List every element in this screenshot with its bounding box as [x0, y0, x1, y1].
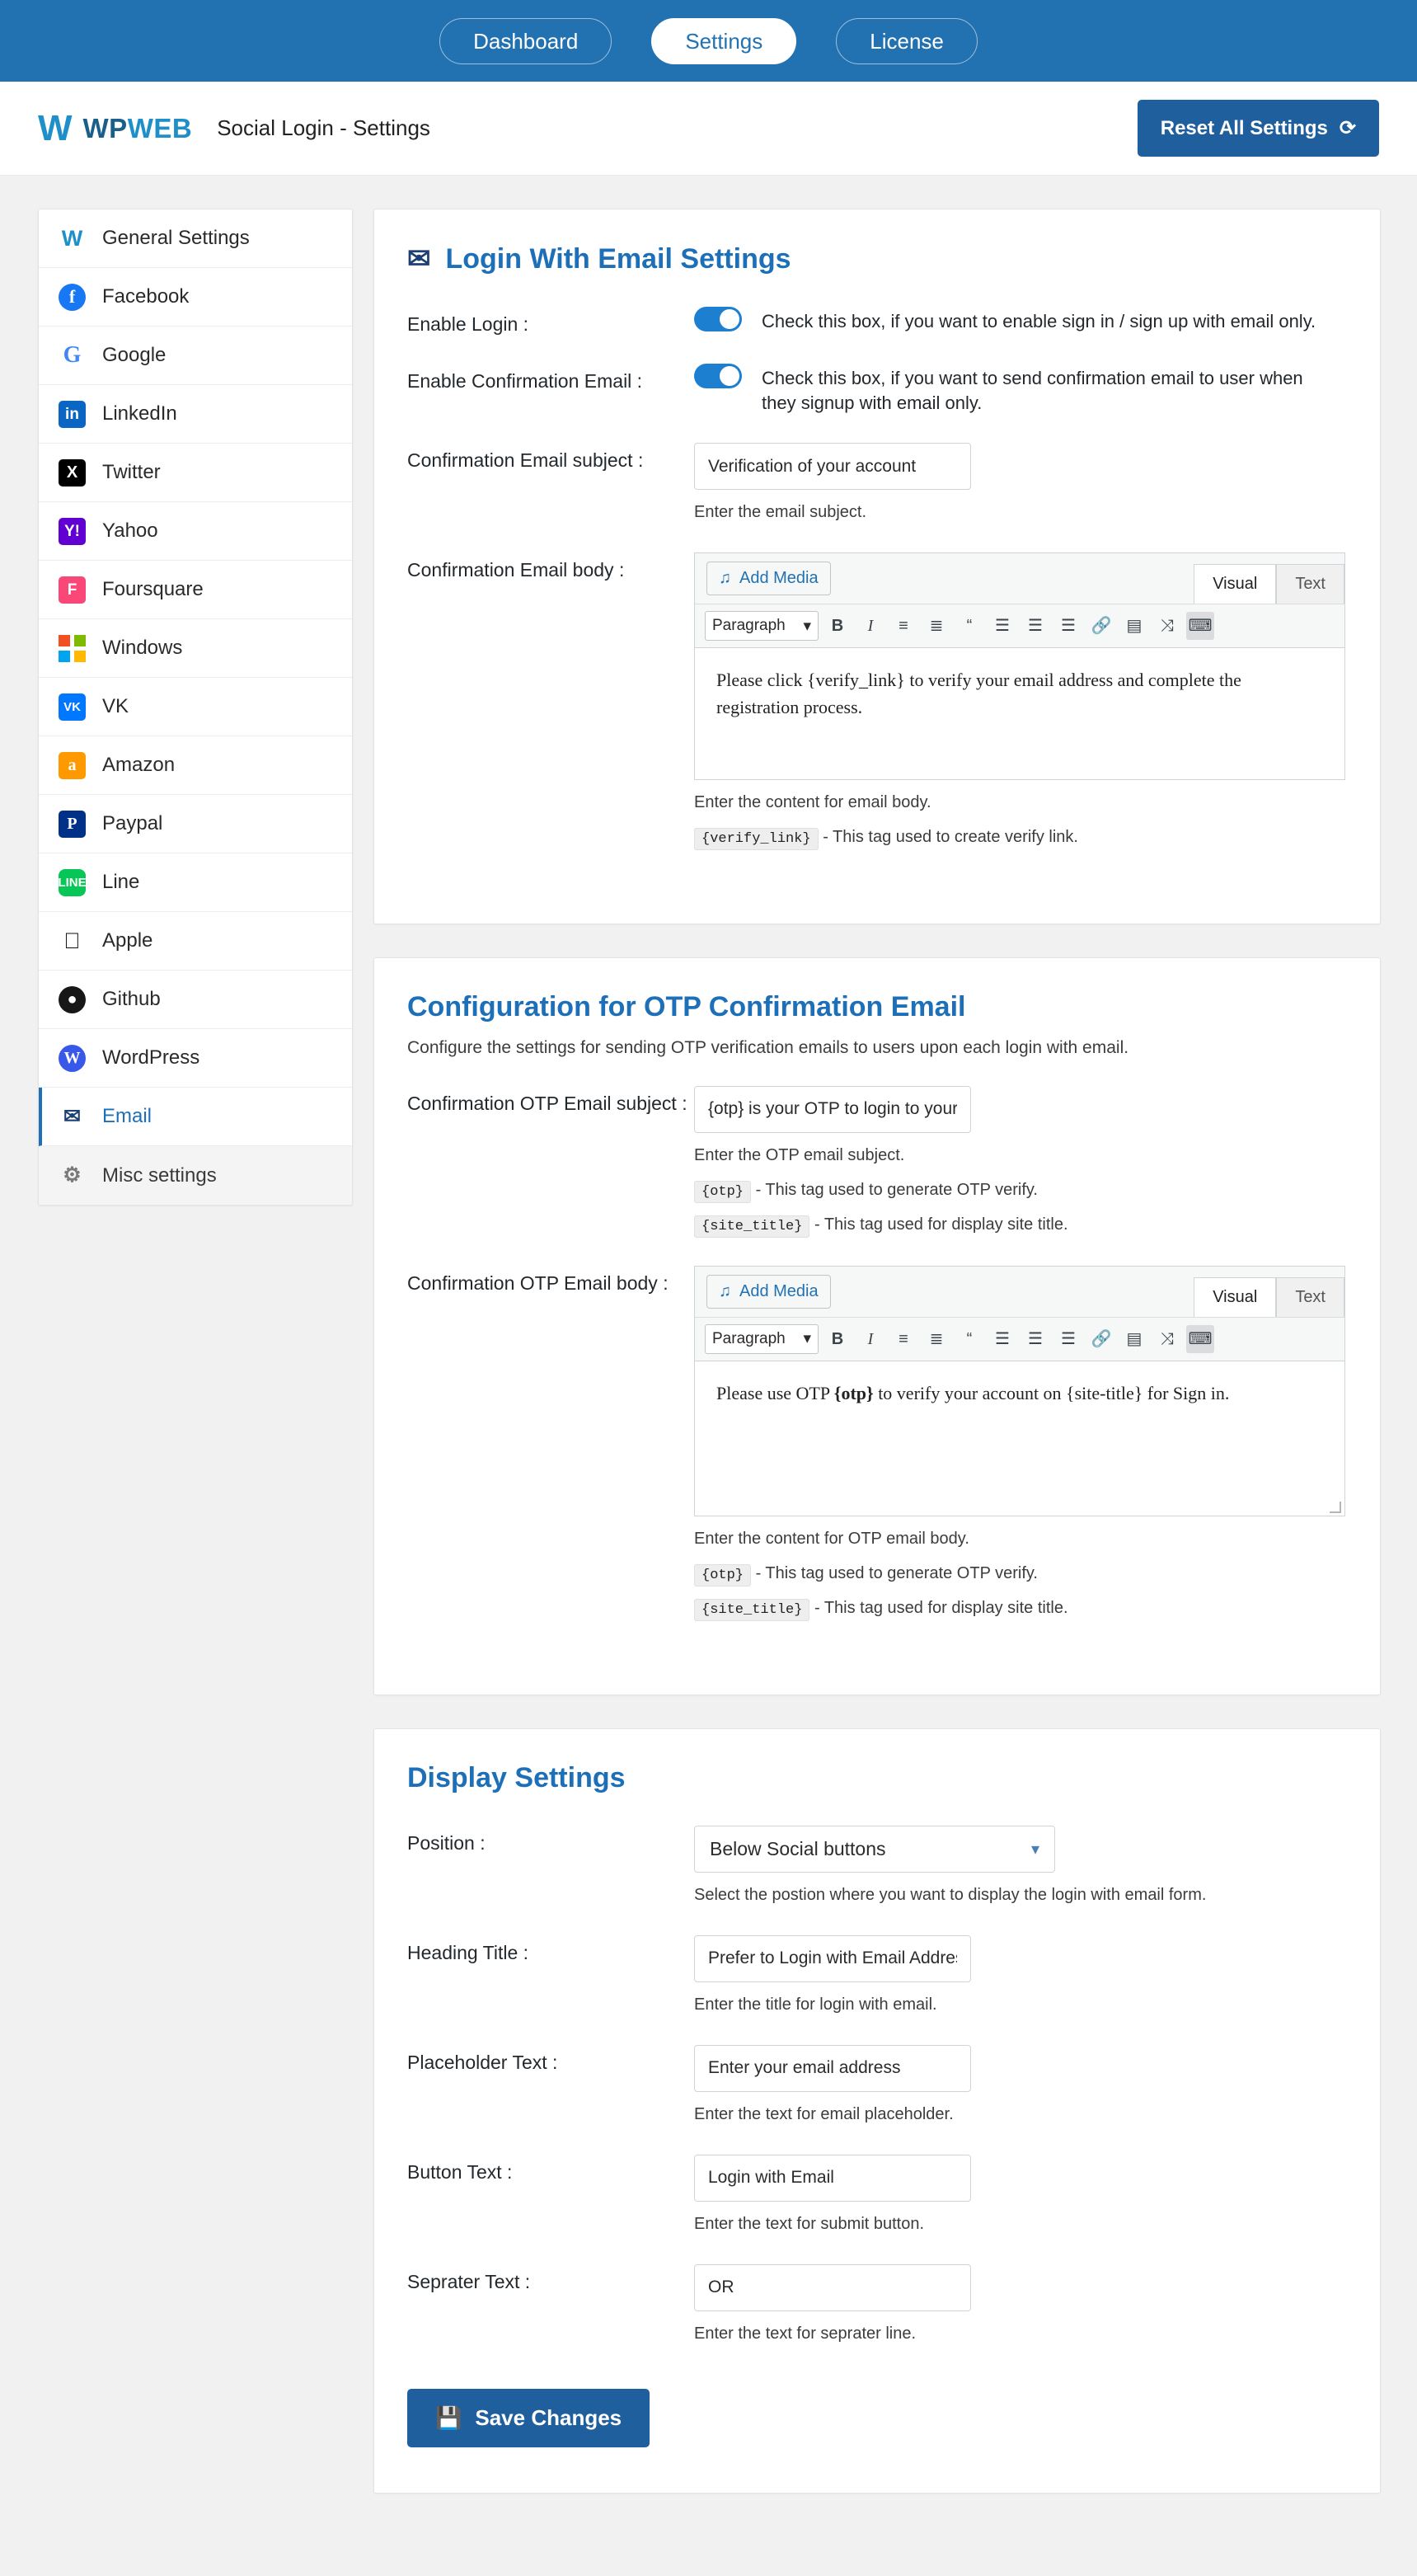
sidebar-item-label: General Settings — [102, 227, 250, 249]
sidebar-item-label: Email — [102, 1105, 152, 1127]
paragraph-format-select[interactable] — [705, 1324, 819, 1354]
sidebar-item-label: Misc settings — [102, 1163, 217, 1187]
card-title — [407, 242, 1337, 275]
sidebar-item-linkedin[interactable] — [39, 385, 352, 444]
gear-icon: ⚙ — [63, 1163, 82, 1187]
confirmation-email-body-tag-help — [694, 825, 1337, 850]
sidebar-item-twitter[interactable] — [39, 444, 352, 502]
sidebar-item-label: Facebook — [102, 285, 190, 308]
editor-top-bar — [694, 1266, 1345, 1317]
sidebar-item-google[interactable] — [39, 327, 352, 385]
heading-title-row — [407, 1935, 1337, 2017]
media-icon: ♫ — [719, 1281, 731, 1300]
placeholder-text-input[interactable] — [694, 2045, 971, 2092]
otp-tag-desc: - This tag used to generate OTP verify. — [755, 1563, 1038, 1582]
add-media-button[interactable] — [706, 1275, 831, 1309]
otp-body-text-post: to verify your account on {site-title} for Sign in. — [873, 1382, 1230, 1403]
resize-handle[interactable] — [1330, 1502, 1341, 1513]
read-more-icon[interactable]: ▤ — [1126, 617, 1143, 636]
amazon-icon: a — [59, 752, 86, 779]
paragraph-format-select[interactable] — [705, 611, 819, 641]
login-with-email-settings-card — [373, 209, 1381, 924]
align-center-icon[interactable]: ☰ — [1028, 1329, 1043, 1348]
sidebar-item-label: Google — [102, 344, 167, 366]
enable-login-help: Check this box, if you want to enable sign in / sign up with email only. — [762, 311, 1316, 331]
separator-text-control — [694, 2264, 1337, 2346]
reset-label: Reset All Settings — [1160, 116, 1328, 139]
sidebar-item-misc-settings[interactable] — [39, 1146, 352, 1205]
position-selected-value: Below Social buttons — [710, 1837, 886, 1859]
google-icon: G — [63, 342, 82, 368]
site-title-tag: {site_title} — [694, 1599, 809, 1621]
position-control — [694, 1826, 1337, 1907]
toggle-row — [694, 364, 1337, 415]
otp-confirmation-email-card — [373, 957, 1381, 1695]
line-icon: LINE — [59, 869, 86, 896]
button-text-label: Button Text : — [407, 2160, 513, 2183]
confirmation-email-subject-row — [407, 443, 1337, 524]
sidebar-item-paypal[interactable] — [39, 795, 352, 853]
nav-tab-dashboard[interactable]: Dashboard — [439, 18, 612, 64]
sidebar-item-label: Line — [102, 871, 140, 893]
display-settings-title: Display Settings — [407, 1761, 626, 1793]
format-label: Paragraph — [712, 1329, 786, 1347]
email-icon: ✉ — [407, 243, 431, 275]
align-left-icon[interactable]: ☰ — [995, 1329, 1010, 1348]
otp-body-tag1-help — [694, 1561, 1337, 1586]
apple-icon — [59, 928, 86, 955]
align-left-icon[interactable]: ☰ — [995, 617, 1010, 636]
heading-title-control — [694, 1935, 1337, 2017]
otp-tag: {otp} — [694, 1564, 751, 1586]
bold-icon[interactable]: B — [831, 617, 844, 636]
sidebar-item-wordpress[interactable] — [39, 1029, 352, 1088]
sidebar-item-label: VK — [102, 695, 129, 717]
button-text-control — [694, 2155, 1337, 2236]
editor-tabs — [1194, 564, 1344, 604]
link-icon[interactable]: 🔗 — [1091, 1329, 1112, 1348]
separator-text-row — [407, 2264, 1337, 2346]
align-center-icon[interactable]: ☰ — [1028, 617, 1043, 636]
placeholder-text-label: Placeholder Text : — [407, 2051, 558, 2073]
settings-main — [373, 209, 1381, 2527]
fullscreen-icon[interactable]: ⤨ — [1161, 1329, 1174, 1348]
editor-top-bar — [694, 552, 1345, 604]
github-icon: ● — [59, 986, 86, 1013]
fullscreen-icon[interactable]: ⤨ — [1161, 617, 1174, 636]
sidebar-item-windows[interactable] — [39, 619, 352, 678]
wordpress-icon: W — [59, 1045, 86, 1072]
otp-card-title: Configuration for OTP Confirmation Email — [407, 990, 966, 1022]
sidebar-item-amazon[interactable] — [39, 736, 352, 795]
sidebar-item-apple[interactable] — [39, 912, 352, 971]
site-title-tag-desc: - This tag used for display site title. — [814, 1215, 1068, 1234]
confirmation-email-subject-input[interactable] — [694, 443, 971, 490]
page-title: Social Login - Settings — [217, 115, 430, 140]
otp-subject-row — [407, 1086, 1337, 1238]
position-help: Select the postion where you want to display the login with email form. — [694, 1885, 1207, 1904]
italic-icon[interactable]: I — [867, 1329, 874, 1348]
site-title-tag-desc: - This tag used for display site title. — [814, 1599, 1068, 1618]
italic-icon[interactable]: I — [867, 617, 874, 636]
otp-subject-control — [694, 1086, 1337, 1238]
separator-text-help: Enter the text for seprater line. — [694, 2324, 917, 2343]
otp-body-textarea[interactable] — [694, 1361, 1345, 1516]
sidebar-item-foursquare[interactable] — [39, 561, 352, 619]
email-body-editor — [694, 552, 1345, 780]
editor-tabs — [1194, 1277, 1344, 1317]
windows-icon — [59, 635, 86, 662]
enable-login-toggle[interactable] — [694, 307, 742, 331]
placeholder-text-row — [407, 2045, 1337, 2127]
position-row — [407, 1826, 1337, 1907]
nav-tab-settings[interactable]: Settings — [651, 18, 796, 64]
enable-login-control — [694, 307, 1337, 334]
sidebar-item-yahoo[interactable] — [39, 502, 352, 561]
email-icon: ✉ — [63, 1104, 81, 1128]
sidebar-item-label: Foursquare — [102, 578, 204, 600]
enable-login-label: Enable Login : — [407, 313, 529, 335]
otp-subject-help: Enter the OTP email subject. — [694, 1145, 905, 1164]
blockquote-icon[interactable]: “ — [966, 1329, 973, 1348]
save-changes-label: Save Changes — [475, 2404, 622, 2430]
numbered-list-icon[interactable]: ≣ — [929, 1329, 944, 1348]
site-title-tag: {site_title} — [694, 1215, 809, 1238]
position-label: Position : — [407, 1831, 486, 1854]
bulleted-list-icon[interactable]: ≡ — [899, 1329, 908, 1348]
sidebar-item-label: Github — [102, 988, 161, 1010]
blockquote-icon[interactable]: “ — [966, 617, 973, 636]
bulleted-list-icon[interactable]: ≡ — [899, 617, 908, 636]
editor-toolbar — [694, 604, 1345, 648]
otp-subject-tag2-help — [694, 1212, 1337, 1238]
vk-icon: VK — [59, 693, 86, 721]
otp-card-subtitle: Configure the settings for sending OTP verification emails to users upon each login with email. — [407, 1037, 1129, 1057]
chevron-down-icon: ▾ — [803, 1330, 811, 1348]
editor-toolbar — [694, 1317, 1345, 1361]
sidebar-item-email[interactable] — [39, 1088, 352, 1146]
enable-confirmation-email-row — [407, 364, 1337, 415]
verify-link-tag-desc: - This tag used to create verify link. — [823, 828, 1078, 847]
add-media-label: Add Media — [739, 1281, 819, 1300]
align-right-icon[interactable]: ☰ — [1061, 617, 1076, 636]
email-body-textarea[interactable]: Please click {verify_link} to verify your email address and complete the registration process. — [694, 648, 1345, 780]
enable-confirmation-email-toggle[interactable] — [694, 364, 742, 388]
settings-sidebar — [38, 209, 353, 1206]
tab-text[interactable]: Text — [1276, 1277, 1344, 1317]
heading-title-input[interactable] — [694, 1935, 971, 1982]
save-changes-button[interactable] — [407, 2389, 650, 2447]
confirmation-email-body-control — [694, 552, 1337, 850]
otp-body-editor — [694, 1266, 1345, 1516]
heading-title-label: Heading Title : — [407, 1941, 529, 1963]
media-icon: ♫ — [719, 569, 731, 588]
otp-tag-desc: - This tag used to generate OTP verify. — [755, 1180, 1038, 1199]
confirmation-email-body-help: Enter the content for email body. — [694, 793, 931, 812]
add-media-label: Add Media — [739, 569, 819, 588]
sidebar-item-general-settings[interactable] — [39, 209, 352, 268]
confirmation-email-subject-control — [694, 443, 1337, 524]
yahoo-icon: Y! — [59, 518, 86, 545]
brand-logo — [38, 107, 193, 148]
card-title-text: Login With Email Settings — [445, 242, 791, 275]
otp-body-tag2-help — [694, 1596, 1337, 1621]
otp-body-label: Confirmation OTP Email body : — [407, 1272, 669, 1294]
enable-confirmation-email-help: Check this box, if you want to send confirmation email to user when they signup with email only. — [762, 368, 1303, 413]
nav-tab-license[interactable]: License — [836, 18, 978, 64]
numbered-list-icon[interactable]: ≣ — [929, 617, 944, 636]
toggle-row — [694, 307, 1337, 334]
confirmation-email-body-row — [407, 552, 1337, 850]
chevron-down-icon: ▾ — [803, 617, 811, 635]
sidebar-item-github[interactable] — [39, 971, 352, 1029]
confirmation-email-subject-label: Confirmation Email subject : — [407, 449, 644, 472]
placeholder-text-help: Enter the text for email placeholder. — [694, 2104, 954, 2123]
sidebar-item-vk[interactable] — [39, 678, 352, 736]
wpweb-logo-icon: W — [61, 225, 83, 251]
align-right-icon[interactable]: ☰ — [1061, 1329, 1076, 1348]
otp-subject-label: Confirmation OTP Email subject : — [407, 1092, 687, 1114]
button-text-help: Enter the text for submit button. — [694, 2214, 925, 2233]
page-body — [0, 176, 1417, 2576]
sidebar-item-line[interactable] — [39, 853, 352, 912]
sidebar-item-label: Amazon — [102, 754, 176, 776]
otp-body-row — [407, 1266, 1337, 1621]
separator-text-input[interactable] — [694, 2264, 971, 2311]
read-more-icon[interactable]: ▤ — [1126, 1329, 1143, 1348]
display-settings-card — [373, 1728, 1381, 2494]
verify-link-tag: {verify_link} — [694, 828, 819, 850]
confirmation-email-subject-help: Enter the email subject. — [694, 503, 866, 522]
save-disk-icon: 💾 — [435, 2404, 462, 2430]
sidebar-item-label: Apple — [102, 929, 153, 952]
sidebar-item-label: Windows — [102, 637, 183, 659]
confirmation-email-body-label: Confirmation Email body : — [407, 559, 625, 581]
paypal-icon: P — [59, 811, 86, 838]
facebook-icon: f — [59, 284, 86, 311]
tab-text[interactable]: Text — [1276, 564, 1344, 604]
otp-subject-tag1-help — [694, 1178, 1337, 1203]
heading-title-help: Enter the title for login with email. — [694, 1995, 937, 2014]
separator-text-label: Seprater Text : — [407, 2270, 531, 2292]
sidebar-item-label: LinkedIn — [102, 402, 177, 425]
otp-subject-input[interactable] — [694, 1086, 971, 1133]
button-text-input[interactable] — [694, 2155, 971, 2202]
otp-body-control — [694, 1266, 1337, 1621]
sidebar-item-facebook[interactable] — [39, 268, 352, 327]
twitter-x-icon: X — [59, 459, 86, 487]
add-media-button[interactable] — [706, 562, 831, 595]
button-text-row — [407, 2155, 1337, 2236]
otp-body-text-pre: Please use OTP — [716, 1382, 834, 1403]
page-header — [0, 82, 1417, 176]
tab-visual[interactable]: Visual — [1194, 1277, 1276, 1317]
wpweb-mark-icon: W — [38, 107, 72, 148]
bold-icon[interactable]: B — [831, 1329, 844, 1348]
sidebar-item-label: Paypal — [102, 812, 163, 834]
toolbar-toggle-icon[interactable]: ⌨ — [1186, 612, 1214, 640]
sidebar-item-label: Twitter — [102, 461, 161, 483]
tab-visual[interactable]: Visual — [1194, 564, 1276, 604]
otp-tag: {otp} — [694, 1181, 751, 1203]
enable-confirmation-email-control — [694, 364, 1337, 415]
placeholder-text-control — [694, 2045, 1337, 2127]
linkedin-icon: in — [59, 401, 86, 428]
format-label: Paragraph — [712, 617, 786, 635]
foursquare-icon: F — [59, 576, 86, 604]
sidebar-item-label: WordPress — [102, 1046, 200, 1069]
otp-body-text-tag: {otp} — [833, 1382, 874, 1403]
position-select[interactable] — [694, 1826, 1055, 1873]
chevron-down-icon: ▾ — [1030, 1840, 1039, 1859]
brand-name: WPWEB — [82, 112, 193, 143]
link-icon[interactable]: 🔗 — [1091, 617, 1112, 636]
refresh-icon: ⟳ — [1339, 117, 1356, 139]
toolbar-toggle-icon[interactable]: ⌨ — [1186, 1325, 1214, 1353]
sidebar-item-label: Yahoo — [102, 519, 158, 542]
otp-body-help: Enter the content for OTP email body. — [694, 1529, 969, 1548]
top-navigation — [0, 0, 1417, 82]
reset-all-settings-button[interactable] — [1138, 100, 1379, 157]
enable-confirmation-email-label: Enable Confirmation Email : — [407, 370, 643, 392]
enable-login-row — [407, 307, 1337, 336]
